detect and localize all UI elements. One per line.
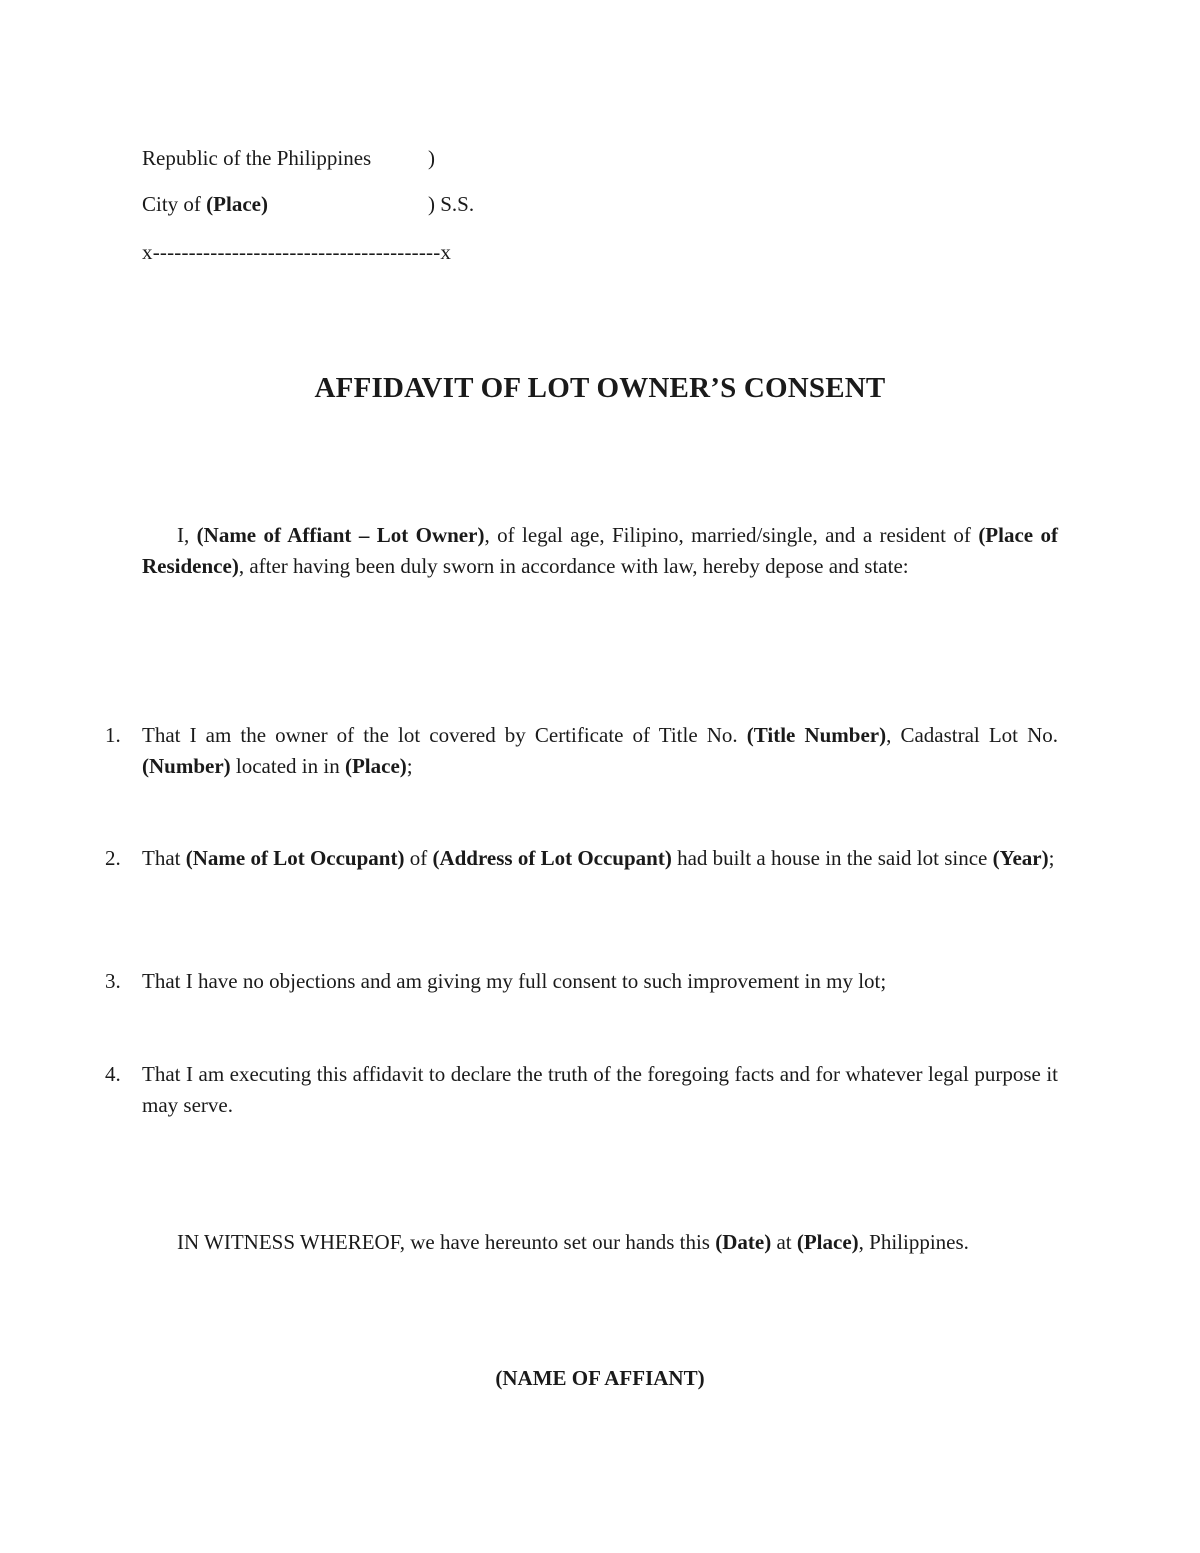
- item-2-text-1: That: [142, 846, 186, 870]
- intro-residence-placeholder: (Place of Residence): [142, 523, 1059, 578]
- venue-city-prefix: City of: [142, 192, 207, 216]
- intro-paragraph: [142, 520, 1058, 582]
- witness-clause: [142, 1227, 1058, 1258]
- venue-republic-paren: ): [428, 146, 435, 170]
- intro-text-2: , of legal age, Filipino, married/single, and a resident of: [484, 523, 979, 547]
- document-title: AFFIDAVIT OF LOT OWNER’S CONSENT: [314, 372, 886, 404]
- venue-republic-line: [142, 146, 435, 171]
- list-item-number: 1.: [105, 723, 121, 747]
- intro-text-1: I,: [177, 523, 197, 547]
- item-2-text-2: of: [404, 846, 433, 870]
- list-item-1: [105, 720, 1058, 782]
- list-item-3: [105, 966, 1058, 997]
- list-item-number: 2.: [105, 846, 121, 870]
- venue-city-line: [142, 192, 475, 217]
- witness-place-placeholder: (Place): [796, 1230, 859, 1254]
- item-2-text-4: ;: [1048, 846, 1055, 870]
- venue-republic: Republic of the Philippines: [142, 146, 372, 170]
- intro-text-3: , after having been duly sworn in accordance with law, hereby depose and state:: [238, 554, 909, 578]
- witness-text-3: , Philippines.: [858, 1230, 969, 1254]
- affiant-signature-name: (NAME OF AFFIANT): [495, 1366, 705, 1390]
- list-item-number: 3.: [105, 969, 121, 993]
- item-1-text-1: That I am the owner of the lot covered by Certificate of Title No.: [142, 723, 747, 747]
- title-number-placeholder: (Title Number): [746, 723, 887, 747]
- intro-affiant-placeholder: (Name of Affiant – Lot Owner): [196, 523, 485, 547]
- venue-city-place: (Place): [206, 192, 268, 216]
- list-item-text: That I am executing this affidavit to declare the truth of the foregoing facts and for whatever legal purpose it may serve.: [142, 1062, 1058, 1117]
- item-1-text-4: ;: [406, 754, 413, 778]
- item-1-text-3: located in in: [230, 754, 345, 778]
- witness-date-placeholder: (Date): [715, 1230, 772, 1254]
- venue-city: [142, 192, 268, 217]
- item-1-text-2: , Cadastral Lot No.: [886, 723, 1058, 747]
- list-item-text: [142, 843, 1058, 874]
- item-2-text-3: had built a house in the said lot since: [671, 846, 993, 870]
- list-item-4: [105, 1059, 1058, 1121]
- list-item-number: 4.: [105, 1062, 121, 1086]
- occupant-address-placeholder: (Address of Lot Occupant): [432, 846, 672, 870]
- list-item-text: [142, 720, 1058, 782]
- witness-text-1: IN WITNESS WHEREOF, we have hereunto set our hands this: [177, 1230, 716, 1254]
- lot-number-placeholder: (Number): [142, 754, 231, 778]
- lot-place-placeholder: (Place): [344, 754, 407, 778]
- list-item-text: That I have no objections and am giving my full consent to such improvement in my lot;: [142, 969, 887, 993]
- witness-text-2: at: [771, 1230, 797, 1254]
- venue-city-paren: ) S.S.: [428, 192, 475, 216]
- list-item-2: [105, 843, 1058, 874]
- year-placeholder: (Year): [992, 846, 1049, 870]
- occupant-name-placeholder: (Name of Lot Occupant): [185, 846, 405, 870]
- venue-separator: x----------------------------------------x: [142, 240, 452, 264]
